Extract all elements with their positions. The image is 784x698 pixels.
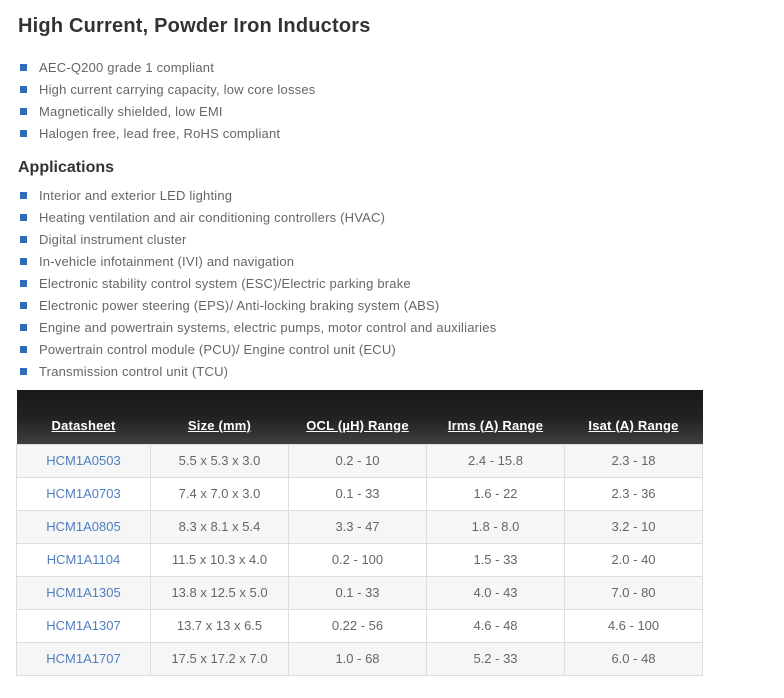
irms-cell: 1.8 - 8.0 [427, 510, 565, 543]
datasheet-cell [17, 576, 151, 609]
table-row [17, 543, 703, 576]
application-text: Engine and powertrain systems, electric pumps, motor control and auxiliaries [39, 319, 497, 335]
list-item [18, 56, 784, 78]
list-item [18, 184, 784, 206]
table-row [17, 477, 703, 510]
column-header-datasheet[interactable]: Datasheet [17, 390, 151, 444]
ocl-cell: 0.2 - 100 [289, 543, 427, 576]
list-item [18, 100, 784, 122]
table-row [17, 444, 703, 477]
inductor-spec-table [16, 390, 703, 676]
size-cell: 11.5 x 10.3 x 4.0 [151, 543, 289, 576]
datasheet-cell [17, 609, 151, 642]
feature-text: AEC-Q200 grade 1 compliant [39, 59, 215, 75]
bullet-square-icon [20, 302, 27, 309]
table-header-row [17, 390, 703, 444]
datasheet-cell [17, 477, 151, 510]
bullet-square-icon [20, 192, 27, 199]
datasheet-cell [17, 543, 151, 576]
page-title: High Current, Powder Iron Inductors [18, 15, 371, 37]
size-cell: 13.7 x 13 x 6.5 [151, 609, 289, 642]
irms-cell: 4.6 - 48 [427, 609, 565, 642]
irms-cell: 4.0 - 43 [427, 576, 565, 609]
size-cell: 8.3 x 8.1 x 5.4 [151, 510, 289, 543]
column-header-size[interactable]: Size (mm) [151, 390, 289, 444]
isat-cell: 4.6 - 100 [565, 609, 703, 642]
application-text: Transmission control unit (TCU) [39, 363, 229, 379]
datasheet-cell [17, 444, 151, 477]
datasheet-link[interactable]: HCM1A0805 [46, 519, 121, 534]
applications-heading: Applications [18, 159, 115, 176]
isat-cell: 6.0 - 48 [565, 642, 703, 675]
list-item [18, 338, 784, 360]
list-item [18, 360, 784, 382]
column-header-isat[interactable]: Isat (A) Range [565, 390, 703, 444]
bullet-square-icon [20, 236, 27, 243]
irms-cell: 1.6 - 22 [427, 477, 565, 510]
application-text: Interior and exterior LED lighting [39, 187, 233, 203]
bullet-square-icon [20, 64, 27, 71]
irms-cell: 5.2 - 33 [427, 642, 565, 675]
bullet-square-icon [20, 280, 27, 287]
ocl-cell: 0.1 - 33 [289, 576, 427, 609]
bullet-square-icon [20, 324, 27, 331]
bullet-square-icon [20, 346, 27, 353]
list-item [18, 206, 784, 228]
isat-cell: 2.3 - 36 [565, 477, 703, 510]
list-item [18, 78, 784, 100]
ocl-cell: 3.3 - 47 [289, 510, 427, 543]
list-item [18, 250, 784, 272]
applications-list [18, 184, 784, 382]
ocl-cell: 0.22 - 56 [289, 609, 427, 642]
table-row [17, 510, 703, 543]
bullet-square-icon [20, 108, 27, 115]
application-text: Electronic stability control system (ESC)/Electric parking brake [39, 275, 411, 291]
application-text: In-vehicle infotainment (IVI) and navigation [39, 253, 295, 269]
datasheet-link[interactable]: HCM1A1104 [46, 552, 121, 567]
datasheet-cell [17, 642, 151, 675]
datasheet-link[interactable]: HCM1A0703 [46, 486, 121, 501]
ocl-cell: 0.1 - 33 [289, 477, 427, 510]
list-item [18, 294, 784, 316]
datasheet-link[interactable]: HCM1A1305 [46, 585, 121, 600]
list-item [18, 272, 784, 294]
datasheet-link[interactable]: HCM1A1307 [46, 618, 121, 633]
feature-text: High current carrying capacity, low core losses [39, 81, 316, 97]
size-cell: 5.5 x 5.3 x 3.0 [151, 444, 289, 477]
list-item [18, 122, 784, 144]
isat-cell: 3.2 - 10 [565, 510, 703, 543]
column-header-ocl[interactable]: OCL (µH) Range [289, 390, 427, 444]
feature-text: Magnetically shielded, low EMI [39, 103, 223, 119]
datasheet-link[interactable]: HCM1A1707 [46, 651, 121, 666]
list-item [18, 228, 784, 250]
features-list [18, 56, 784, 144]
application-text: Digital instrument cluster [39, 231, 187, 247]
ocl-cell: 1.0 - 68 [289, 642, 427, 675]
bullet-square-icon [20, 86, 27, 93]
datasheet-cell [17, 510, 151, 543]
application-text: Heating ventilation and air conditioning controllers (HVAC) [39, 209, 386, 225]
isat-cell: 2.0 - 40 [565, 543, 703, 576]
size-cell: 7.4 x 7.0 x 3.0 [151, 477, 289, 510]
table-row [17, 576, 703, 609]
irms-cell: 1.5 - 33 [427, 543, 565, 576]
bullet-square-icon [20, 214, 27, 221]
column-header-irms[interactable]: Irms (A) Range [427, 390, 565, 444]
size-cell: 13.8 x 12.5 x 5.0 [151, 576, 289, 609]
application-text: Powertrain control module (PCU)/ Engine control unit (ECU) [39, 341, 396, 357]
bullet-square-icon [20, 368, 27, 375]
list-item [18, 316, 784, 338]
size-cell: 17.5 x 17.2 x 7.0 [151, 642, 289, 675]
ocl-cell: 0.2 - 10 [289, 444, 427, 477]
table-row [17, 609, 703, 642]
application-text: Electronic power steering (EPS)/ Anti-locking braking system (ABS) [39, 297, 440, 313]
datasheet-link[interactable]: HCM1A0503 [46, 453, 121, 468]
bullet-square-icon [20, 130, 27, 137]
isat-cell: 7.0 - 80 [565, 576, 703, 609]
feature-text: Halogen free, lead free, RoHS compliant [39, 125, 281, 141]
table-row [17, 642, 703, 675]
irms-cell: 2.4 - 15.8 [427, 444, 565, 477]
bullet-square-icon [20, 258, 27, 265]
isat-cell: 2.3 - 18 [565, 444, 703, 477]
